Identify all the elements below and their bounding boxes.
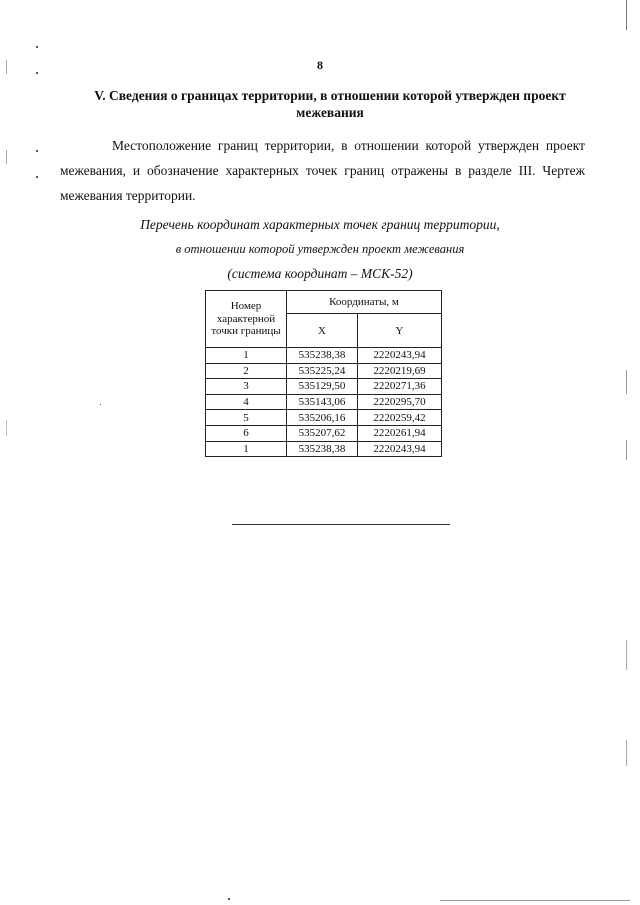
- closing-rule: [232, 524, 450, 525]
- table-row: [206, 425, 442, 441]
- cell-x: 535225,24: [287, 363, 358, 379]
- scan-margin-mark: [626, 440, 627, 460]
- table-row: [206, 348, 442, 364]
- cell-point: 3: [206, 379, 287, 395]
- table-row: [206, 410, 442, 426]
- header-y: Y: [358, 314, 442, 348]
- cell-point: 5: [206, 410, 287, 426]
- table-row: [206, 441, 442, 457]
- table-row: [206, 379, 442, 395]
- section-title: V. Сведения о границах территории, в отношении которой утвержден проект межевания: [94, 88, 566, 120]
- table-row: [206, 363, 442, 379]
- cell-point: 1: [206, 441, 287, 457]
- scan-speck: [36, 176, 38, 178]
- cell-y: 2220259,42: [358, 410, 442, 426]
- scan-margin-mark: [626, 370, 627, 394]
- scan-speck: [228, 898, 230, 900]
- scan-margin-mark: [626, 740, 627, 766]
- scan-margin-mark: [6, 150, 7, 164]
- cell-y: 2220261,94: [358, 425, 442, 441]
- table-caption-line-2: в отношении которой утвержден проект межевания: [175, 242, 465, 256]
- scan-margin-mark: [6, 60, 7, 74]
- table-caption-line-3: (система координат – МСК-52): [227, 266, 413, 281]
- scan-margin-mark: [440, 900, 630, 901]
- cell-point: 6: [206, 425, 287, 441]
- cell-x: 535207,62: [287, 425, 358, 441]
- page-number: 8: [317, 58, 323, 72]
- cell-point: 4: [206, 394, 287, 410]
- scan-margin-mark: [626, 0, 627, 30]
- cell-x: 535238,38: [287, 441, 358, 457]
- body-paragraph: Местоположение границ территории, в отношении которой утвержден проект межевания, и обозначение характерных точек границ отражены в разделе III. Чертеж межевания территории.: [60, 138, 585, 203]
- cell-y: 2220295,70: [358, 394, 442, 410]
- coordinates-table: [205, 290, 442, 457]
- cell-x: 535129,50: [287, 379, 358, 395]
- cell-y: 2220271,36: [358, 379, 442, 395]
- cell-y: 2220219,69: [358, 363, 442, 379]
- header-x: X: [287, 314, 358, 348]
- header-point-number: Номер характерной точки границы: [206, 291, 287, 348]
- cell-x: 535206,16: [287, 410, 358, 426]
- cell-y: 2220243,94: [358, 348, 442, 364]
- scan-speck: [36, 72, 38, 74]
- table-caption-line-1: Перечень координат характерных точек границ территории,: [140, 217, 500, 232]
- cell-y: 2220243,94: [358, 441, 442, 457]
- scan-margin-mark: [6, 420, 7, 436]
- scan-speck: [36, 150, 38, 152]
- header-coordinates: Координаты, м: [287, 291, 442, 314]
- cell-point: 2: [206, 363, 287, 379]
- cell-x: 535238,38: [287, 348, 358, 364]
- scan-margin-mark: [626, 640, 627, 670]
- cell-point: 1: [206, 348, 287, 364]
- table-row: [206, 394, 442, 410]
- scan-speck: [36, 46, 38, 48]
- cell-x: 535143,06: [287, 394, 358, 410]
- scan-speck: [100, 404, 101, 405]
